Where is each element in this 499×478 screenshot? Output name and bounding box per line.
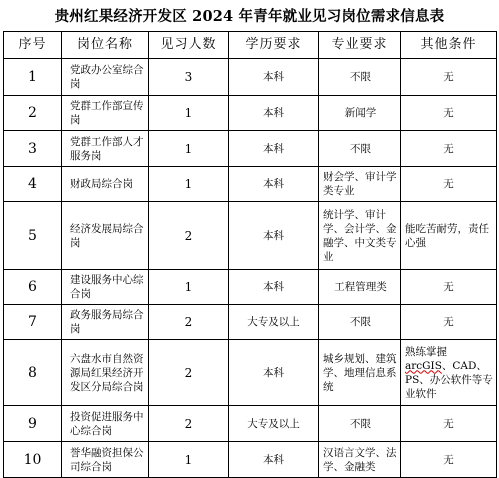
cell-position: 投资促进服务中心综合岗 (62, 406, 149, 442)
cell-position: 党群工作部人才服务岗 (62, 131, 149, 167)
cell-count: 1 (149, 442, 229, 478)
table-row (4, 340, 497, 406)
cell-other: 无 (401, 270, 497, 305)
cell-major: 不限 (319, 305, 401, 340)
cell-education: 本科 (229, 340, 319, 406)
cell-count: 1 (149, 131, 229, 167)
table-row (4, 305, 497, 340)
table-row (4, 202, 497, 270)
cell-position: 党群工作部宣传岗 (62, 96, 149, 131)
cell-position: 财政局综合岗 (62, 167, 149, 202)
cell-count: 1 (149, 96, 229, 131)
cell-count: 2 (149, 340, 229, 406)
cell-count: 1 (149, 270, 229, 305)
cell-major: 统计学、审计学、会计学、金融学、中文类专业 (319, 202, 401, 270)
cell-other: 能吃苦耐劳，责任心强 (401, 202, 497, 270)
page-title: 贵州红果经济开发区 2024 年青年就业见习岗位需求信息表 (54, 8, 445, 25)
cell-major: 新闻学 (319, 96, 401, 131)
cell-no: 7 (4, 305, 62, 340)
cell-major: 城乡规划、建筑学、地理信息系统 (319, 340, 401, 406)
cell-education: 本科 (229, 167, 319, 202)
cell-position: 党政办公室综合岗 (62, 59, 149, 96)
cell-no: 6 (4, 270, 62, 305)
cell-other-arcgis: arcGIS (405, 359, 442, 372)
cell-major: 不限 (319, 59, 401, 96)
cell-other: 无 (401, 96, 497, 131)
cell-position: 六盘水市自然资源局红果经济开发区分局综合岗 (62, 340, 149, 406)
cell-education: 本科 (229, 442, 319, 478)
cell-count: 2 (149, 406, 229, 442)
cell-other: 无 (401, 406, 497, 442)
cell-education: 本科 (229, 96, 319, 131)
cell-other: 无 (401, 131, 497, 167)
cell-major: 不限 (319, 131, 401, 167)
cell-major: 财会学、审计学类专业 (319, 167, 401, 202)
cell-other-text: 熟练掌握 (405, 345, 447, 358)
cell-education: 本科 (229, 131, 319, 167)
cell-no: 2 (4, 96, 62, 131)
cell-other: 无 (401, 305, 497, 340)
cell-position: 建设服务中心综合岗 (62, 270, 149, 305)
cell-count: 3 (149, 59, 229, 96)
cell-count: 2 (149, 305, 229, 340)
cell-count: 1 (149, 167, 229, 202)
cell-no: 4 (4, 167, 62, 202)
cell-no: 8 (4, 340, 62, 406)
cell-no: 9 (4, 406, 62, 442)
table-row (4, 167, 497, 202)
job-table (3, 31, 497, 478)
cell-education: 大专及以上 (229, 406, 319, 442)
cell-education: 本科 (229, 270, 319, 305)
cell-position: 政务服务局综合岗 (62, 305, 149, 340)
table-row (4, 59, 497, 96)
table-row (4, 131, 497, 167)
header-row (4, 32, 497, 59)
cell-position: 誉华融资担保公司综合岗 (62, 442, 149, 478)
cell-other: 无 (401, 442, 497, 478)
header-cell-education: 学历要求 (229, 32, 319, 59)
cell-education: 本科 (229, 202, 319, 270)
table-row (4, 270, 497, 305)
cell-other: 无 (401, 167, 497, 202)
table-row (4, 406, 497, 442)
cell-no: 1 (4, 59, 62, 96)
cell-other-text-2: 、CAD、PS、办公软件等专业软件 (405, 359, 493, 400)
header-cell-major: 专业要求 (319, 32, 401, 59)
cell-count: 2 (149, 202, 229, 270)
cell-education: 本科 (229, 59, 319, 96)
header-cell-other: 其他条件 (401, 32, 497, 59)
cell-major: 不限 (319, 406, 401, 442)
cell-major: 工程管理类 (319, 270, 401, 305)
header-cell-position: 岗位名称 (62, 32, 149, 59)
cell-no: 10 (4, 442, 62, 478)
table-row (4, 442, 497, 478)
cell-major: 汉语言文学、法学、金融类 (319, 442, 401, 478)
header-cell-count: 见习人数 (149, 32, 229, 59)
cell-other: 无 (401, 59, 497, 96)
table-row (4, 96, 497, 131)
header-cell-no: 序号 (4, 32, 62, 59)
cell-position: 经济发展局综合岗 (62, 202, 149, 270)
cell-no: 5 (4, 202, 62, 270)
cell-education: 大专及以上 (229, 305, 319, 340)
cell-other (401, 340, 497, 406)
cell-no: 3 (4, 131, 62, 167)
